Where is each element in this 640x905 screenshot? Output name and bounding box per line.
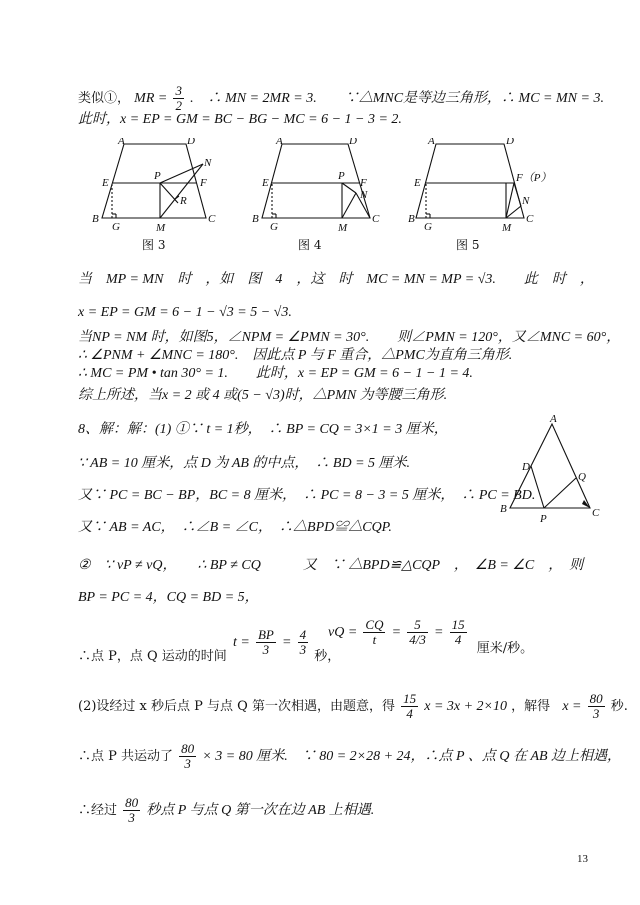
- fraction: [407, 618, 428, 647]
- fig3-label-e: E: [102, 177, 109, 189]
- line-11: 又∵ PC = BC − BP，BC = 8 厘米， ∴ PC = 8 − 3 = 5 厘米， ∴ PC = BD.: [78, 488, 536, 503]
- fraction: [363, 618, 385, 647]
- fig3-label-n: N: [204, 157, 212, 169]
- math: =: [281, 635, 292, 650]
- text: (2)设经过 x 秒后点 P 与点 Q 第一次相遇，由题意，得: [78, 699, 395, 714]
- fig4-label-p: P: [338, 170, 345, 182]
- math: x =: [562, 699, 582, 714]
- triangle-figure: [496, 412, 606, 524]
- line-10: ∵ AB = 10 厘米，点 D 为 AB 的中点， ∴ BD = 5 厘米.: [78, 456, 411, 471]
- fig4-label-m: M: [338, 222, 348, 234]
- fraction: [256, 628, 276, 657]
- line-7: ∴ MC = PM • tan 30° = 1. 此时，x = EP = GM = 6 − 1 − 1 = 4.: [78, 366, 473, 381]
- fig3-label-c: C: [208, 213, 216, 225]
- text: 秒，: [314, 649, 341, 664]
- frac-den: 2: [175, 98, 182, 113]
- math: =: [391, 625, 402, 640]
- line-15: [78, 627, 341, 664]
- fig4-label-e: E: [262, 177, 269, 189]
- fig5-label-f: F（P）: [516, 172, 552, 184]
- fig3-label-m: M: [156, 222, 166, 234]
- fig3-label-d: D: [187, 138, 195, 147]
- tri-label-a: A: [550, 413, 557, 425]
- fig3-label-a: A: [118, 138, 125, 147]
- fig3-label-f: F: [200, 177, 207, 189]
- frac-den: 3: [299, 642, 307, 657]
- frac-num: 80: [125, 795, 139, 810]
- fraction: [401, 692, 418, 721]
- frac-den: 4/3: [409, 632, 426, 647]
- frac-num: 80: [181, 741, 195, 756]
- fraction: [298, 628, 309, 657]
- frac-num: BP: [257, 627, 274, 642]
- frac-num: 80: [589, 691, 603, 706]
- text: ∴点 P，点 Q 运动的时间: [78, 649, 227, 664]
- fig5-label-c: C: [526, 213, 534, 225]
- line-1: [78, 84, 604, 113]
- fig3-label-p: P: [154, 170, 161, 182]
- fraction: [450, 618, 467, 647]
- frac-den: 3: [128, 810, 135, 825]
- frac-den: 3: [262, 642, 270, 657]
- line-18: [78, 796, 374, 826]
- figure-5: [408, 138, 558, 238]
- math: 秒点 P 与点 Q 第一次在边 AB 上相遇.: [146, 803, 375, 818]
- fig3-label-b: B: [92, 213, 99, 225]
- tri-label-c: C: [592, 507, 600, 519]
- fig5-label-d: D: [506, 138, 514, 147]
- math: =: [433, 625, 444, 640]
- text: 厘米/秒。: [476, 641, 534, 656]
- fig4-label-a: A: [276, 138, 283, 147]
- tri-label-b: B: [500, 503, 507, 515]
- line-8: 综上所述，当x = 2 或 4 或(5 − √3)时，△PMN 为等腰三角形.: [78, 388, 448, 403]
- tri-label-p: P: [540, 513, 547, 524]
- frac-den: 4: [406, 706, 413, 721]
- frac-den: 4: [454, 632, 462, 647]
- line-15-velocity: [328, 617, 534, 656]
- line-2: 此时，x = EP = GM = BC − BG − MC = 6 − 1 − 3 = 2.: [78, 112, 402, 127]
- caption-fig5: 图 5: [456, 238, 480, 252]
- frac-num: 15: [403, 691, 417, 706]
- frac-num: 3: [175, 83, 182, 98]
- math: . ∴ MN = 2MR = 3. ∵△MNC是等边三角形，∴ MC = MN = 3.: [190, 91, 604, 106]
- line-6: ∴ ∠PNM + ∠MNC = 180°. 因此点 P 与 F 重合，△PMC为直角三角形.: [78, 348, 513, 363]
- text: 秒.: [610, 699, 628, 714]
- text: ，解得: [511, 699, 551, 714]
- fig5-label-g: G: [424, 221, 432, 233]
- frac-den: 3: [592, 706, 600, 721]
- frac-num: CQ: [365, 617, 384, 632]
- math: × 3 = 80 厘米. ∵ 80 = 2×28 + 24，∴点 P 、点 Q 在 AB 边上相遇，: [202, 749, 622, 764]
- line-4: x = EP = GM = 6 − 1 − √3 = 5 − √3.: [78, 305, 292, 320]
- math: x = 3x + 2×10: [424, 699, 508, 714]
- fig4-label-c: C: [372, 213, 380, 225]
- math: vQ =: [328, 625, 358, 640]
- line-14: BP = PC = 4，CQ = BD = 5，: [78, 590, 259, 605]
- tri-label-d: D: [522, 461, 530, 473]
- fraction: [588, 692, 605, 721]
- fig5-label-e: E: [414, 177, 421, 189]
- fig4-label-f: F: [360, 177, 367, 189]
- math: t =: [232, 635, 250, 650]
- line-17: [78, 742, 621, 772]
- line-9: 8、解：解：(1) ①∵ t = 1秒， ∴ BP = CQ = 3×1 = 3 厘米，: [78, 422, 448, 437]
- frac-den: 3: [184, 756, 191, 771]
- figure-3: [82, 138, 222, 238]
- fraction: [179, 742, 196, 771]
- fig3-label-r: R: [180, 195, 187, 207]
- fig4-label-d: D: [349, 138, 357, 147]
- text: ∴经过: [78, 803, 118, 818]
- line-13: ② ∵ vP ≠ vQ， ∴ BP ≠ CQ 又 ∵ △BPD≌△CQP ， ∠B = ∠C ， 则: [78, 558, 584, 573]
- fig4-label-n: N: [360, 189, 368, 201]
- fig5-label-a: A: [428, 138, 435, 147]
- frac-den: t: [372, 632, 377, 647]
- math: MR =: [134, 91, 168, 106]
- caption-fig3: 图 3: [142, 238, 166, 252]
- line-5: 当NP = NM 时，如图5，∠NPM = ∠PMN = 30°. 则∠PMN = 120°，又∠MNC = 60°，: [78, 330, 621, 345]
- text: 类似①，: [78, 91, 131, 106]
- fig4-label-b: B: [252, 213, 259, 225]
- fig5-label-m: M: [502, 222, 512, 234]
- line-12: 又∵ AB = AC， ∴∠B = ∠C， ∴△BPD≌△CQP.: [78, 520, 392, 535]
- fig5-label-n: N: [522, 195, 530, 207]
- fraction: [123, 796, 140, 825]
- frac-num: 15: [451, 617, 465, 632]
- text: ∴点 P 共运动了: [78, 749, 174, 764]
- frac-num: 5: [407, 618, 428, 633]
- page-number: 13: [577, 853, 588, 865]
- fig4-label-g: G: [270, 221, 278, 233]
- caption-fig4: 图 4: [298, 238, 322, 252]
- line-16: [78, 692, 628, 722]
- tri-label-q: Q: [578, 471, 586, 483]
- fraction: [173, 84, 184, 113]
- line-3: 当 MP = MN 时 ，如 图 4 ，这 时 MC = MN = MP = √3. 此 时 ，: [78, 272, 594, 287]
- frac-num: 4: [299, 627, 307, 642]
- fig5-label-b: B: [408, 213, 415, 225]
- figure-4: [250, 138, 390, 238]
- fig3-label-g: G: [112, 221, 120, 233]
